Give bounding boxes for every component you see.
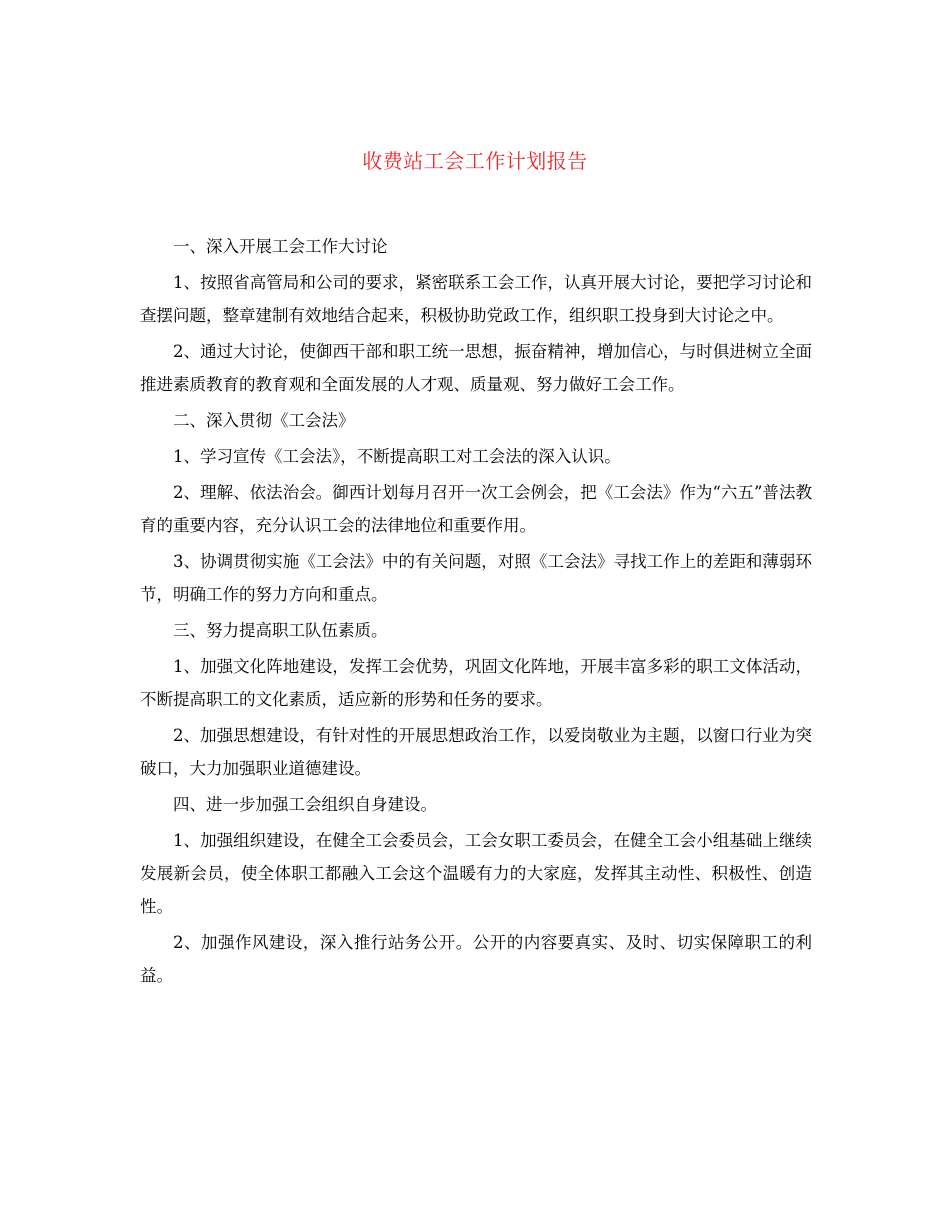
section-heading-3: 三、努力提高职工队伍素质。: [173, 621, 388, 640]
paragraph-2-1: 1、学习宣传《工会法》，不断提高职工对工会法的深入认识。: [173, 447, 621, 466]
paragraph-2-3: 3、协调贯彻实施《工会法》中的有关问题，对照《工会法》寻找工作上的差距和薄弱环节，明确工作的努力方向和重点。: [140, 552, 812, 604]
paragraph-4-1: 1、加强组织建设，在健全工会委员会，工会女职工委员会，在健全工会小组基础上继续发展新会员，使全体职工都融入工会这个温暖有力的大家庭，发挥其主动性、积极性、创造性。: [140, 831, 812, 916]
document-title: 收费站工会工作计划报告: [362, 149, 588, 173]
section-heading-4: 四、进一步加强工会组织自身建设。: [173, 795, 437, 814]
paragraph-1-1: 1、按照省高管局和公司的要求，紧密联系工会工作，认真开展大讨论，要把学习讨论和查摆问题，整章建制有效地结合起来，积极协助党政工作，组织职工投身到大讨论之中。: [140, 273, 812, 325]
paragraph-1-2: 2、通过大讨论，使御西干部和职工统一思想，振奋精神，增加信心，与时俱进树立全面推进素质教育的教育观和全面发展的人才观、质量观、努力做好工会工作。: [140, 342, 812, 394]
paragraph-3-1: 1、加强文化阵地建设，发挥工会优势，巩固文化阵地，开展丰富多彩的职工文体活动，不断提高职工的文化素质，适应新的形势和任务的要求。: [140, 657, 812, 709]
paragraph-2-2: 2、理解、依法治会。御西计划每月召开一次工会例会，把《工会法》作为“六五”普法教育的重要内容，充分认识工会的法律地位和重要作用。: [140, 483, 812, 535]
section-heading-1: 一、深入开展工会工作大讨论: [173, 237, 388, 256]
document-body: [140, 230, 812, 995]
section-heading-2: 二、深入贯彻《工会法》: [173, 411, 355, 430]
paragraph-3-2: 2、加强思想建设，有针对性的开展思想政治工作，以爱岗敬业为主题，以窗口行业为突破口，大力加强职业道德建设。: [140, 726, 812, 778]
paragraph-4-2: 2、加强作风建设，深入推行站务公开。公开的内容要真实、及时、切实保障职工的利益。: [140, 933, 812, 985]
